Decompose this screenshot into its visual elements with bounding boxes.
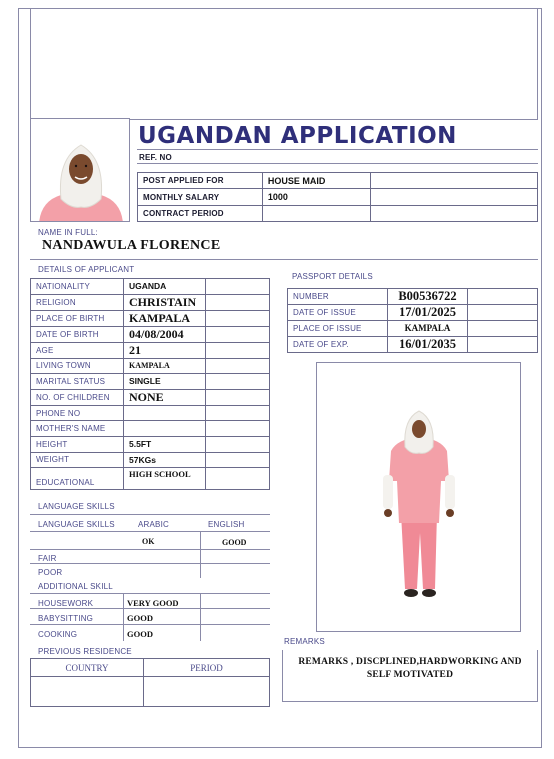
- additional-skill-value: GOOD: [127, 613, 153, 623]
- remarks-box: [282, 650, 538, 702]
- applicant-row: [31, 279, 270, 295]
- applicant-row: [31, 294, 270, 310]
- additional-row: [30, 593, 270, 609]
- passport-field-extra: [468, 305, 538, 321]
- contract-period-extra: [370, 206, 537, 222]
- applicant-row: [31, 468, 270, 490]
- applicant-field-label: NO. OF CHILDREN: [31, 389, 124, 405]
- name-label: NAME IN FULL:: [38, 228, 98, 237]
- applicant-field-extra: [206, 326, 270, 342]
- applicant-field-value: [124, 405, 206, 421]
- additional-skill-value: VERY GOOD: [127, 598, 179, 608]
- applicant-field-extra: [206, 389, 270, 405]
- additional-row: [30, 625, 270, 641]
- applicant-field-label: RELIGION: [31, 294, 124, 310]
- applicant-row: [31, 452, 270, 468]
- passport-field-extra: [468, 321, 538, 337]
- applicant-field-label: LIVING TOWN: [31, 358, 124, 374]
- applicant-field-value: 04/08/2004: [124, 326, 206, 342]
- applicant-row: [31, 389, 270, 405]
- passport-field-label: DATE OF ISSUE: [288, 305, 388, 321]
- applicant-row: [31, 421, 270, 437]
- full-body-photo: [316, 362, 521, 632]
- additional-block: [30, 593, 270, 641]
- additional-section-label: ADDITIONAL SKILL: [38, 582, 113, 591]
- applicant-field-label: DATE OF BIRTH: [31, 326, 124, 342]
- applicant-row: [31, 358, 270, 374]
- remarks-text: REMARKS , DISCPLINED,HARDWORKING AND SELF MOTIVATED: [298, 657, 522, 680]
- applicant-field-value: UGANDA: [124, 279, 206, 295]
- applicant-row: [31, 374, 270, 390]
- applicant-field-extra: [206, 294, 270, 310]
- post-applied-label: POST APPLIED FOR: [138, 173, 263, 189]
- applicant-field-extra: [206, 405, 270, 421]
- additional-skill-value: GOOD: [127, 629, 153, 639]
- applicant-table: [30, 278, 270, 490]
- previous-period-cell: [144, 677, 270, 707]
- language-english-value: GOOD: [222, 538, 247, 547]
- header-blank-box: [30, 8, 538, 120]
- applicant-field-value: SINGLE: [124, 374, 206, 390]
- additional-divider: [123, 594, 124, 610]
- applicant-field-label: MOTHER'S NAME: [31, 421, 124, 437]
- language-fair-row: [30, 550, 270, 564]
- language-fair-label: FAIR: [38, 554, 57, 563]
- applicant-field-label: PLACE OF BIRTH: [31, 310, 124, 326]
- previous-country-cell: [31, 677, 144, 707]
- applicant-field-label: EDUCATIONAL: [31, 468, 124, 490]
- post-applied-value: HOUSE MAID: [262, 173, 370, 189]
- applicant-field-extra: [206, 436, 270, 452]
- applicant-field-label: HEIGHT: [31, 436, 124, 452]
- applicant-field-extra: [206, 452, 270, 468]
- language-arabic-header: ARABIC: [138, 520, 169, 529]
- previous-period-header: PERIOD: [144, 659, 270, 677]
- passport-field-label: DATE OF EXP.: [288, 336, 388, 352]
- language-header-label: LANGUAGE SKILLS: [38, 520, 115, 529]
- applicant-field-extra: [206, 374, 270, 390]
- applicant-field-value: CHRISTAIN: [124, 294, 206, 310]
- additional-skill-label: COOKING: [38, 630, 78, 639]
- page-title: UGANDAN APPLICATION: [138, 123, 457, 149]
- monthly-salary-extra: [370, 189, 537, 206]
- monthly-salary-label: MONTHLY SALARY: [138, 189, 263, 206]
- language-english-header: ENGLISH: [208, 520, 245, 529]
- passport-field-value: 16/01/2035: [388, 336, 468, 352]
- contract-period-value: [262, 206, 370, 222]
- applicant-row: [31, 405, 270, 421]
- applicant-field-extra: [206, 279, 270, 295]
- remarks-label: REMARKS: [284, 637, 325, 646]
- applicant-field-extra: [206, 342, 270, 358]
- applicant-field-value: [124, 421, 206, 437]
- applicant-field-value: KAMPALA: [124, 358, 206, 374]
- additional-divider: [200, 594, 201, 610]
- passport-row: [288, 305, 538, 321]
- applicant-row: [31, 326, 270, 342]
- additional-divider: [200, 625, 201, 641]
- contract-period-label: CONTRACT PERIOD: [138, 206, 263, 222]
- previous-section-label: PREVIOUS RESIDENCE: [38, 647, 132, 656]
- passport-field-value: 17/01/2025: [388, 305, 468, 321]
- applicant-field-label: NATIONALITY: [31, 279, 124, 295]
- applicant-field-value: KAMPALA: [124, 310, 206, 326]
- applicant-field-extra: [206, 421, 270, 437]
- passport-field-label: NUMBER: [288, 289, 388, 305]
- additional-skill-label: BABYSITTING: [38, 614, 94, 623]
- previous-table: [30, 658, 270, 707]
- passport-field-extra: [468, 289, 538, 305]
- applicant-field-value: NONE: [124, 389, 206, 405]
- passport-field-value: B00536722: [388, 289, 468, 305]
- applicant-field-value: 5.5FT: [124, 436, 206, 452]
- passport-section-label: PASSPORT DETAILS: [292, 272, 373, 281]
- applicant-field-value: 21: [124, 342, 206, 358]
- applicant-field-extra: [206, 468, 270, 490]
- passport-table: [287, 288, 538, 353]
- language-arabic-value: OK: [142, 537, 155, 546]
- applicant-field-extra: [206, 358, 270, 374]
- applicant-field-label: MARITAL STATUS: [31, 374, 124, 390]
- passport-row: [288, 336, 538, 352]
- applicant-row: [31, 436, 270, 452]
- language-poor-row: [30, 564, 270, 578]
- additional-divider: [200, 609, 201, 625]
- applicant-field-label: WEIGHT: [31, 452, 124, 468]
- language-block: [30, 514, 270, 578]
- passport-field-extra: [468, 336, 538, 352]
- ref-label: REF. NO: [139, 153, 172, 162]
- post-applied-extra: [370, 173, 537, 189]
- passport-field-value: KAMPALA: [388, 321, 468, 337]
- language-header-row: [30, 514, 270, 532]
- portrait-photo: [30, 118, 130, 222]
- monthly-salary-value: 1000: [262, 189, 370, 206]
- additional-row: [30, 609, 270, 625]
- applicant-field-label: AGE: [31, 342, 124, 358]
- applicant-field-value: HIGH SCHOOL: [124, 468, 206, 490]
- language-good-row: [30, 532, 270, 550]
- additional-divider: [123, 625, 124, 641]
- applicant-row: [31, 310, 270, 326]
- additional-divider: [123, 609, 124, 625]
- post-table: [137, 172, 538, 222]
- additional-skill-label: HOUSEWORK: [38, 599, 94, 608]
- previous-country-header: COUNTRY: [31, 659, 144, 677]
- passport-field-label: PLACE OF ISSUE: [288, 321, 388, 337]
- name-value: NANDAWULA FLORENCE: [42, 238, 221, 253]
- passport-row: [288, 289, 538, 305]
- applicant-field-label: PHONE NO: [31, 405, 124, 421]
- language-section-label: LANGUAGE SKILLS: [38, 502, 115, 511]
- language-poor-label: POOR: [38, 568, 63, 577]
- passport-row: [288, 321, 538, 337]
- applicant-field-extra: [206, 310, 270, 326]
- applicant-section-label: DETAILS OF APPLICANT: [38, 265, 135, 274]
- ref-row: [137, 149, 538, 164]
- applicant-field-value: 57KGs: [124, 452, 206, 468]
- applicant-row: [31, 342, 270, 358]
